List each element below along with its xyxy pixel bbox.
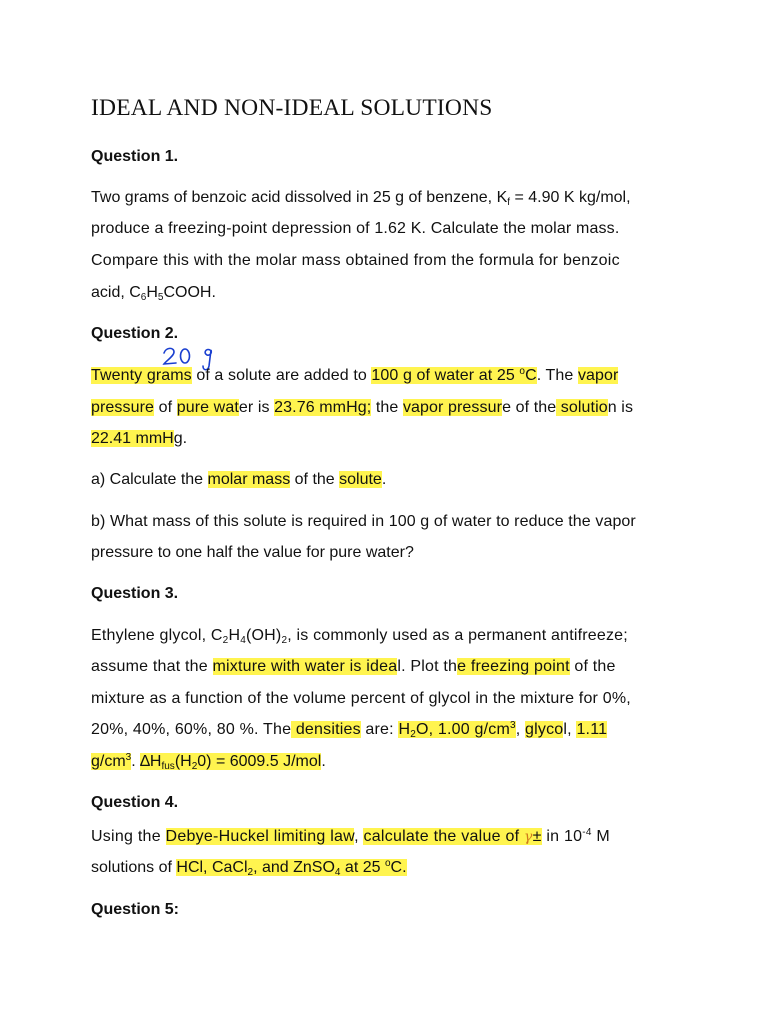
q3-line-3: mixture as a function of the volume percent of glycol in the mixture for 0%, <box>91 690 631 707</box>
q2-part-a: a) Calculate the molar mass of the solute. <box>91 471 387 488</box>
gamma-symbol: γ <box>524 829 533 845</box>
q1-line-1-text: Two grams of benzoic acid dissolved in 25 g of benzene, $K_f = 4.90$ K kg/mol, <box>91 189 631 208</box>
question-4-heading: Question 4. <box>91 794 179 811</box>
document-title: IDEAL AND NON-IDEAL SOLUTIONS <box>91 95 493 121</box>
q3-line-4: 20%, 40%, 60%, 80 %. The densities are: $H_2O$, 1.00 $g/cm^3$, glycol, 1.11 <box>91 720 608 740</box>
question-5-heading: Question 5: <box>91 901 180 918</box>
q1-line-1 <box>91 188 678 208</box>
q4-line-2: solutions of HCl, CaCl$_2$, and ZnSO$_4$ at 25 $^o$C. <box>91 858 407 878</box>
q1-line-3: Compare this with the molar mass obtained from the formula for benzoic <box>91 252 620 269</box>
q2-line-2: pressure of pure water is 23.76 mmHg; the vapor pressure of the solution is <box>91 399 634 416</box>
q3-line-1: Ethylene glycol, $C_2H_4(OH)_2$, is commonly used as a permanent antifreeze; <box>91 627 628 646</box>
question-2-heading: Question 2. <box>91 325 179 342</box>
question-3-heading: Question 3. <box>91 585 179 602</box>
q2-line-1: Twenty grams of a solute are added to 100 g of water at 25 $^o$C. The vapor <box>91 366 619 384</box>
q1-line-4: acid, $C_6H_5COOH$. <box>91 284 216 303</box>
question-1-heading: Question 1. <box>91 148 179 165</box>
q2-part-b-line-2: pressure to one half the value for pure water? <box>91 544 414 561</box>
q3-line-2: assume that the mixture with water is ideal. Plot the freezing point of the <box>91 658 616 675</box>
q3-line-5: $g/cm^3$. $\Delta H_{fus}(H_20) = 6009.5$ J/mol. <box>91 752 326 772</box>
q2-part-b-line-1: b) What mass of this solute is required in 100 g of water to reduce the vapor <box>91 513 636 530</box>
q4-line-1: Using the Debye-Huckel limiting law, calculate the value of γ± in $10^{-4}$ M <box>91 827 610 845</box>
q2-line-3: 22.41 mmHg. <box>91 430 188 447</box>
q1-line-2: produce a freezing-point depression of 1.62 K. Calculate the molar mass. <box>91 220 620 237</box>
